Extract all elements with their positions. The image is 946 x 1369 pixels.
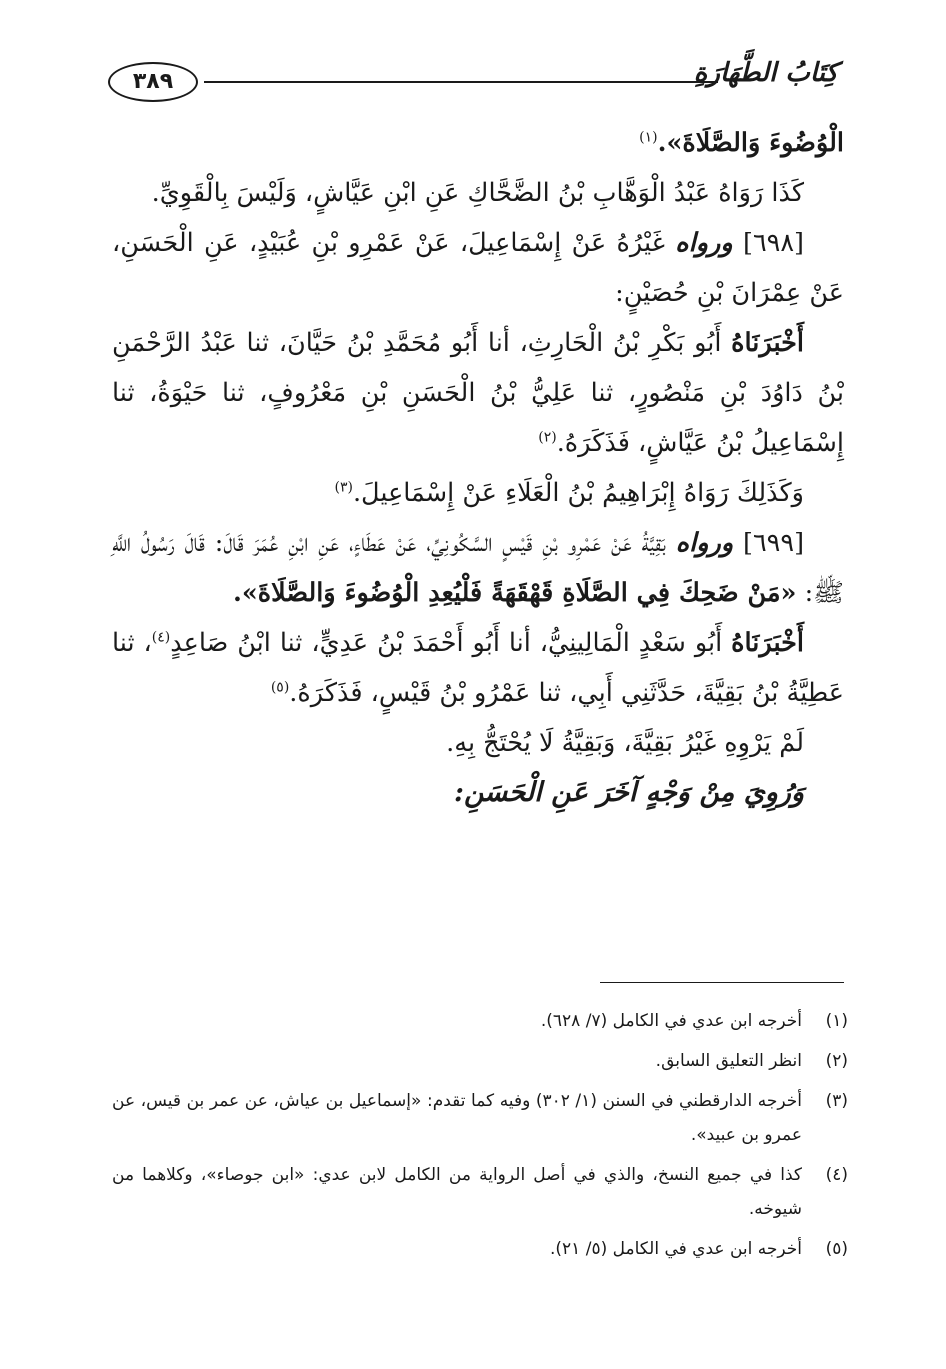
hadith-quote: «مَنْ ضَحِكَ فِي الصَّلَاةِ قَهْقَهَةً فَلْيُعِدِ الْوُضُوءَ وَالصَّلَاةَ». — [232, 578, 797, 608]
narration-lead-2: ورواه — [675, 528, 734, 558]
akhbarana-lead-2: أَخْبَرَنَاهُ — [731, 628, 805, 658]
page-header — [108, 58, 838, 108]
footnote-1 — [112, 1004, 848, 1038]
footnote-text: كذا في جميع النسخ، والذي في أصل الرواية من الكامل لابن عدي: «ابن جوصاء»، وكلاهما من شيوخه. — [112, 1165, 802, 1219]
footnote-text: أخرجه ابن عدي في الكامل (٧/ ٦٢٨). — [540, 1011, 802, 1031]
footnote-ref-1: (١) — [639, 129, 658, 146]
section-subheading — [112, 768, 844, 818]
paragraph-1 — [112, 118, 844, 168]
paragraph-5-text: وَكَذَلِكَ رَوَاهُ إِبْرَاهِيمُ بْنُ الْعَلَاءِ عَنْ إِسْمَاعِيلَ. — [352, 478, 804, 508]
paragraph-7-text-a: أَبُو سَعْدٍ الْمَالِينِيُّ، أنا أَبُو أَحْمَدَ بْنُ عَدِيٍّ، ثنا ابْنُ صَاعِدٍ — [170, 628, 723, 658]
narration-lead: ورواه — [675, 228, 733, 258]
footnote-ref-5: (٥) — [270, 679, 290, 696]
paragraph-8 — [112, 718, 844, 768]
paragraph-4 — [112, 318, 844, 468]
header-rule — [204, 81, 718, 83]
paragraph-3 — [112, 218, 844, 318]
paragraph-2 — [112, 168, 844, 218]
chapter-title: كِتَابُ الطَّهَارَةِ — [693, 58, 838, 88]
footnote-ref-2: (٢) — [538, 429, 557, 446]
footnote-number: (٥) — [825, 1239, 848, 1259]
subheading-text: وَرُوِيَ مِنْ وَجْهٍ آخَرَ عَنِ الْحَسَنِ: — [454, 777, 804, 808]
paragraph-7-text-b: ، ثنا عَطِيَّةُ بْنُ بَقِيَّةَ، حَدَّثَنِي أَبِي، ثنا عَمْرُو بْنُ قَيْسٍ، فَذَكَرَهُ. — [112, 628, 844, 708]
footnote-text: انظر التعليق السابق. — [655, 1051, 802, 1071]
footnote-number: (٣) — [825, 1091, 848, 1111]
footnote-text: أخرجه الدارقطني في السنن (١/ ٣٠٢) وفيه كما تقدم: «إسماعيل بن عياش، عن عمر بن قيس، عن عمرو بن عبيد». — [112, 1091, 802, 1145]
footnotes — [112, 1004, 848, 1272]
paragraph-3-text: غَيْرُهُ عَنْ إِسْمَاعِيلَ، عَنْ عَمْرِو بْنِ عُبَيْدٍ، عَنِ الْحَسَنِ، عَنْ عِمْرَانَ بْنِ حُصَيْنٍ: — [112, 228, 844, 308]
footnote-ref-4: (٤) — [151, 629, 171, 646]
footnote-4 — [112, 1158, 848, 1226]
footnote-number: (١) — [825, 1011, 848, 1031]
footnote-2 — [112, 1044, 848, 1078]
hadith-number-699: [٦٩٩] — [743, 528, 805, 558]
hadith-number-698: [٦٩٨] — [743, 228, 804, 258]
footnote-3 — [112, 1084, 848, 1152]
footnote-ref-3: (٣) — [334, 479, 353, 496]
footnote-5 — [112, 1232, 848, 1266]
paragraph-8-text: لَمْ يَرْوِهِ غَيْرُ بَقِيَّةَ، وَبَقِيَّةُ لَا يُحْتَجُّ بِهِ. — [446, 728, 804, 758]
main-text — [112, 118, 844, 818]
paragraph-6 — [112, 518, 844, 618]
paragraph-7 — [112, 618, 844, 718]
footnote-number: (٢) — [825, 1051, 848, 1071]
footnote-text: أخرجه ابن عدي في الكامل (٥/ ٢١). — [550, 1239, 802, 1259]
page-number: ٣٨٩ — [108, 62, 198, 102]
paragraph-5 — [112, 468, 844, 518]
paragraph-4-text: أَبُو بَكْرِ بْنُ الْحَارِثِ، أنا أَبُو مُحَمَّدِ بْنُ حَيَّانَ، ثنا عَبْدُ الرَّحْمَنِ بْنُ دَاوُدَ بْنِ مَنْصُورٍ، ثنا عَلِيُّ بْنُ الْحَسَنِ بْنِ مَعْرُوفٍ، ثنا حَيْوَةُ، ثنا إِسْمَاعِيلُ بْنُ عَيَّاشٍ، فَذَكَرَهُ. — [112, 328, 844, 458]
akhbarana-lead: أَخْبَرَنَاهُ — [731, 328, 805, 358]
footnote-number: (٤) — [825, 1165, 848, 1185]
paragraph-6-text: بَقِيَّةُ عَنْ عَمْرِو بْنِ قَيْسٍ السَّكُونِيِّ، عَنْ عَطَاءٍ، عَنِ ابْنِ عُمَرَ قَالَ: قَالَ رَسُولُ اللَّهِ ﷺ: — [112, 528, 844, 608]
paragraph-2-text: كَذَا رَوَاهُ عَبْدُ الْوَهَّابِ بْنُ الضَّحَّاكِ عَنِ ابْنِ عَيَّاشٍ، وَلَيْسَ بِالْقَوِيِّ. — [151, 178, 804, 208]
footnote-separator — [600, 982, 844, 983]
hadith-end-text: الْوُضُوءَ وَالصَّلَاةَ». — [657, 128, 844, 158]
